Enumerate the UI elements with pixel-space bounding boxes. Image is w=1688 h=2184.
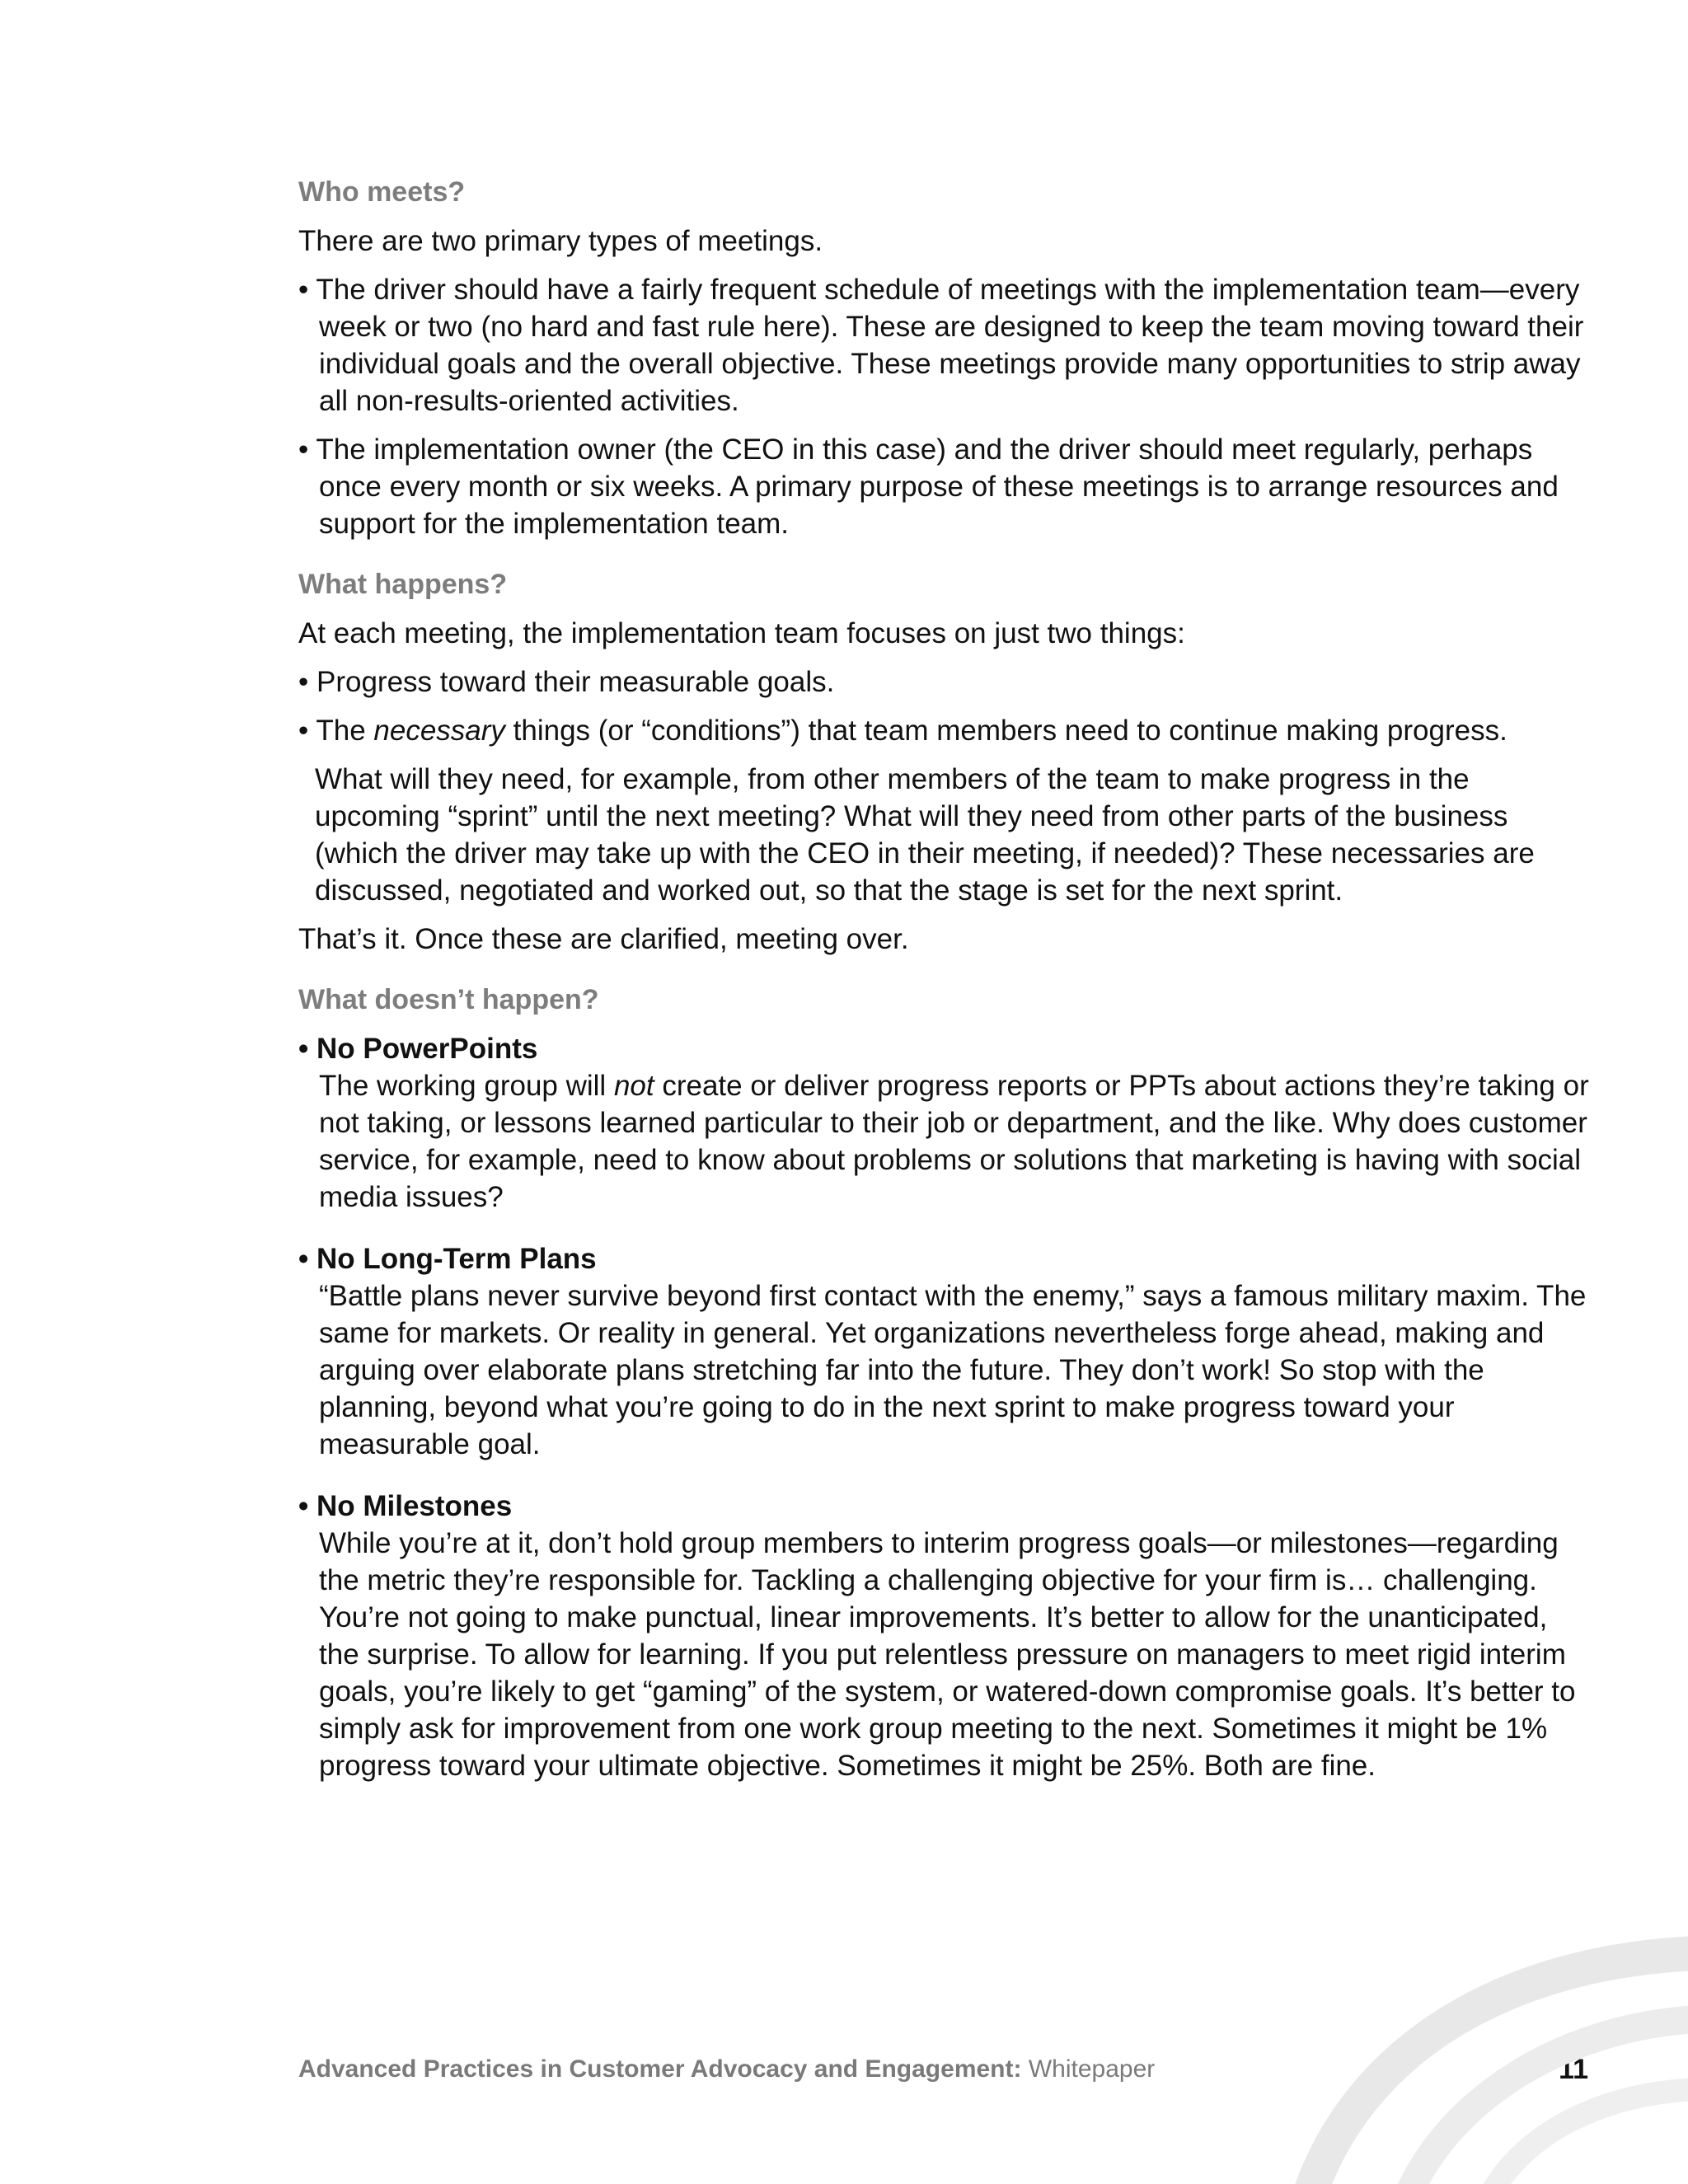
page-number: 11 xyxy=(1559,2054,1588,2085)
no-milestones-item xyxy=(298,1488,1592,1784)
footer-title-bold: Advanced Practices in Customer Advocacy and Engagement: xyxy=(298,2055,1022,2083)
bullet-text-start: The xyxy=(316,715,374,747)
item-body xyxy=(298,1067,1592,1216)
section-heading-what-doesnt-happen: What doesn’t happen? xyxy=(298,984,599,1015)
bullet-marker: • xyxy=(298,434,316,466)
intro-paragraph: At each meeting, the implementation team focuses on just two things: xyxy=(298,617,1185,649)
item-body-start: The working group will xyxy=(319,1070,614,1102)
no-powerpoints-item xyxy=(298,1030,1592,1216)
bullet-item xyxy=(298,712,1592,749)
bullet-marker: • xyxy=(298,715,316,747)
item-title xyxy=(298,1488,1592,1525)
emphasized-word: not xyxy=(613,1070,654,1102)
bullet-text-end: things (or “conditions”) that team members need to continue making progress. xyxy=(504,715,1507,747)
swoosh-arc-inner xyxy=(1492,2089,1688,2184)
item-title xyxy=(298,1240,1592,1277)
item-title-text: No Milestones xyxy=(316,1490,513,1522)
footer-title-rest: Whitepaper xyxy=(1021,2055,1156,2083)
bullet-marker: • xyxy=(298,274,316,306)
continuation-paragraph: What will they need, for example, from other members of the team to make progress in the upcoming “sprint” until the next meeting? What will they need from other parts of the business (which the driver may take up with the CEO in their meeting, if needed)? These necessaries are discussed, negotiated and worked out, so that the stage is set for the next sprint. xyxy=(315,763,1535,907)
no-long-term-plans-item xyxy=(298,1240,1592,1463)
item-title-text: No PowerPoints xyxy=(316,1033,538,1065)
bullet-marker: • xyxy=(298,1243,316,1275)
section-heading-who-meets: Who meets? xyxy=(298,176,466,208)
section-heading-what-happens: What happens? xyxy=(298,569,508,600)
footer-title xyxy=(298,2055,1155,2083)
bullet-text: The driver should have a fairly frequent schedule of meetings with the implementation team—every week or two (no hard and fast rule here). These are designed to keep the team moving toward their individual goals and the overall objective. These meetings provide many opportunities to strip away all non-results-oriented activities. xyxy=(316,274,1584,417)
bullet-item xyxy=(298,431,1592,542)
bullet-text: Progress toward their measurable goals. xyxy=(316,666,835,698)
item-title-text: No Long-Term Plans xyxy=(316,1243,597,1275)
item-body-end: create or deliver progress reports or PPTs about actions they’re taking or not taking, or lessons learned particular to their job or department, and the like. Why does customer service, for example, need to know about problems or solutions that marketing is having with social media issues? xyxy=(319,1070,1589,1213)
page-body xyxy=(298,173,1592,1809)
bullet-text: The implementation owner (the CEO in this case) and the driver should meet regularly, perhaps once every month or six weeks. A primary purpose of these meetings is to arrange resources and support for the implementation team. xyxy=(316,434,1559,540)
emphasized-word: necessary xyxy=(373,715,505,747)
decorative-swoosh-graphic xyxy=(1286,1929,1688,2184)
bullet-item xyxy=(298,271,1592,419)
swoosh-arc-outer xyxy=(1311,1953,1688,2184)
item-title xyxy=(298,1030,1592,1067)
intro-paragraph: There are two primary types of meetings. xyxy=(298,225,823,257)
bullet-item xyxy=(298,663,1592,701)
bullet-marker: • xyxy=(298,666,316,698)
item-body: “Battle plans never survive beyond first contact with the enemy,” says a famous military maxim. The same for markets. Or reality in general. Yet organizations nevertheless forge ahead, making and arguing over elaborate plans stretching far into the future. They don’t work! So stop with the planning, beyond what you’re going to do in the next sprint to make progress toward your measurable goal. xyxy=(319,1280,1587,1460)
item-body: While you’re at it, don’t hold group members to interim progress goals—or milestones—regarding the metric they’re responsible for. Tackling a challenging objective for your firm is… challenging. You’re not going to make punctual, linear improvements. It’s better to allow for the unanticipated, the surprise. To allow for learning. If you put relentless pressure on managers to meet rigid interim goals, you’re likely to get “gaming” of the system, or watered-down compromise goals. It’s better to simply ask for improvement from one work group meeting to the next. Sometimes it might be 1% progress toward your ultimate objective. Sometimes it might be 25%. Both are fine. xyxy=(319,1527,1576,1782)
bullet-marker: • xyxy=(298,1033,316,1065)
bullet-marker: • xyxy=(298,1490,316,1522)
closing-paragraph: That’s it. Once these are clarified, meeting over. xyxy=(298,923,909,955)
